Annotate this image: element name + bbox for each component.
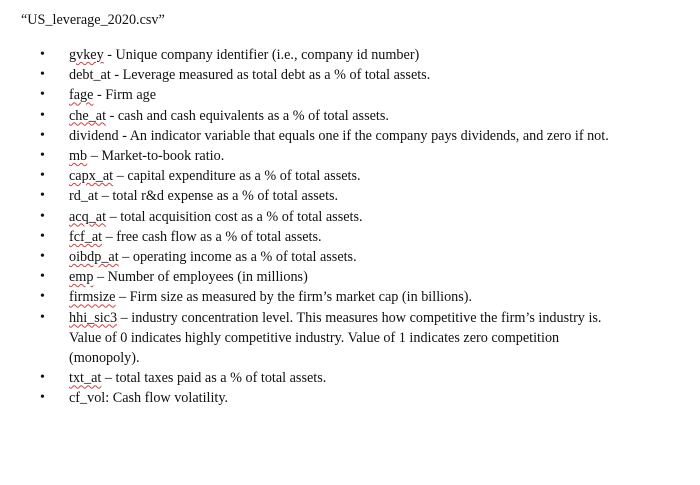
- bullet-icon: •: [40, 269, 45, 285]
- variable-description: – industry concentration level. This measures how competitive the firm’s industry is.: [117, 309, 602, 326]
- list-item: [0, 45, 700, 65]
- bullet-icon: •: [40, 107, 45, 123]
- list-item: [0, 186, 700, 206]
- bullet-icon: •: [40, 289, 45, 305]
- variable-description: – operating income as a % of total assets.: [118, 249, 357, 266]
- variable-description: – total taxes paid as a % of total assets.: [101, 370, 327, 387]
- variable-name: fcf_at: [69, 228, 103, 245]
- variable-name: capx_at: [69, 168, 114, 185]
- variable-description-continued: (monopoly).: [69, 350, 140, 367]
- document-title: “US_leverage_2020.csv”: [21, 12, 165, 28]
- list-item: [0, 287, 700, 307]
- variable-name: che_at: [69, 107, 107, 124]
- bullet-icon: •: [40, 208, 45, 224]
- variable-description-continued: Value of 0 indicates highly competitive industry. Value of 1 indicates zero competition: [69, 329, 560, 346]
- bullet-icon: •: [40, 127, 45, 143]
- bullet-icon: •: [40, 188, 45, 204]
- bullet-icon: •: [40, 148, 45, 164]
- variable-name: gvkey: [69, 47, 104, 63]
- bullet-icon: •: [40, 309, 45, 325]
- list-item: [0, 207, 700, 227]
- variable-description: – Firm size as measured by the firm’s market cap (in billions).: [115, 289, 473, 306]
- bullet-icon: •: [40, 47, 45, 62]
- variable-description: – total r&d expense as a % of total assets.: [98, 188, 339, 205]
- variable-name: cf_vol: [69, 390, 106, 407]
- variable-description: - Unique company identifier (i.e., company id number): [103, 47, 420, 63]
- variable-description: - Firm age: [93, 87, 157, 104]
- variable-name: firmsize: [69, 289, 116, 306]
- variable-description: - cash and cash equivalents as a % of total assets.: [106, 107, 389, 124]
- variable-name: emp: [69, 269, 94, 286]
- list-item: [0, 247, 700, 267]
- list-item: [0, 106, 700, 126]
- list-item: [0, 267, 700, 287]
- list-item: [0, 368, 700, 388]
- list-item: [0, 227, 700, 247]
- list-item: [0, 308, 700, 369]
- list-item: [0, 126, 700, 146]
- bullet-icon: •: [40, 249, 45, 265]
- variable-description: - An indicator variable that equals one if the company pays dividends, and zero if not.: [118, 127, 609, 144]
- variable-description: : Cash flow volatility.: [105, 390, 229, 407]
- variable-name: oibdp_at: [69, 249, 119, 266]
- list-item: [0, 166, 700, 186]
- bullet-icon: •: [40, 228, 45, 244]
- variable-description: – free cash flow as a % of total assets.: [102, 228, 322, 245]
- variable-name: acq_at: [69, 208, 107, 225]
- list-item: [0, 146, 700, 166]
- variable-name: hhi_sic3: [69, 309, 118, 326]
- bullet-icon: •: [40, 168, 45, 184]
- variable-description: - Leverage measured as total debt as a % of total assets.: [110, 67, 431, 84]
- variable-description: – Number of employees (in millions): [93, 269, 308, 286]
- variable-description: – capital expenditure as a % of total assets.: [113, 168, 361, 185]
- variable-name: debt_at: [69, 67, 111, 84]
- variable-list: [0, 45, 700, 409]
- list-item: [0, 388, 700, 408]
- variable-description: – Market-to-book ratio.: [87, 148, 225, 165]
- bullet-icon: •: [40, 370, 45, 386]
- variable-name: rd_at: [69, 188, 99, 205]
- variable-name: dividend: [69, 127, 119, 144]
- variable-name: txt_at: [69, 370, 102, 387]
- variable-name: mb: [69, 148, 88, 165]
- bullet-icon: •: [40, 390, 45, 406]
- bullet-icon: •: [40, 87, 45, 103]
- variable-description: – total acquisition cost as a % of total assets.: [106, 208, 363, 225]
- list-item: [0, 85, 700, 105]
- bullet-icon: •: [40, 67, 45, 83]
- variable-name: fage: [69, 87, 94, 104]
- list-item: [0, 65, 700, 85]
